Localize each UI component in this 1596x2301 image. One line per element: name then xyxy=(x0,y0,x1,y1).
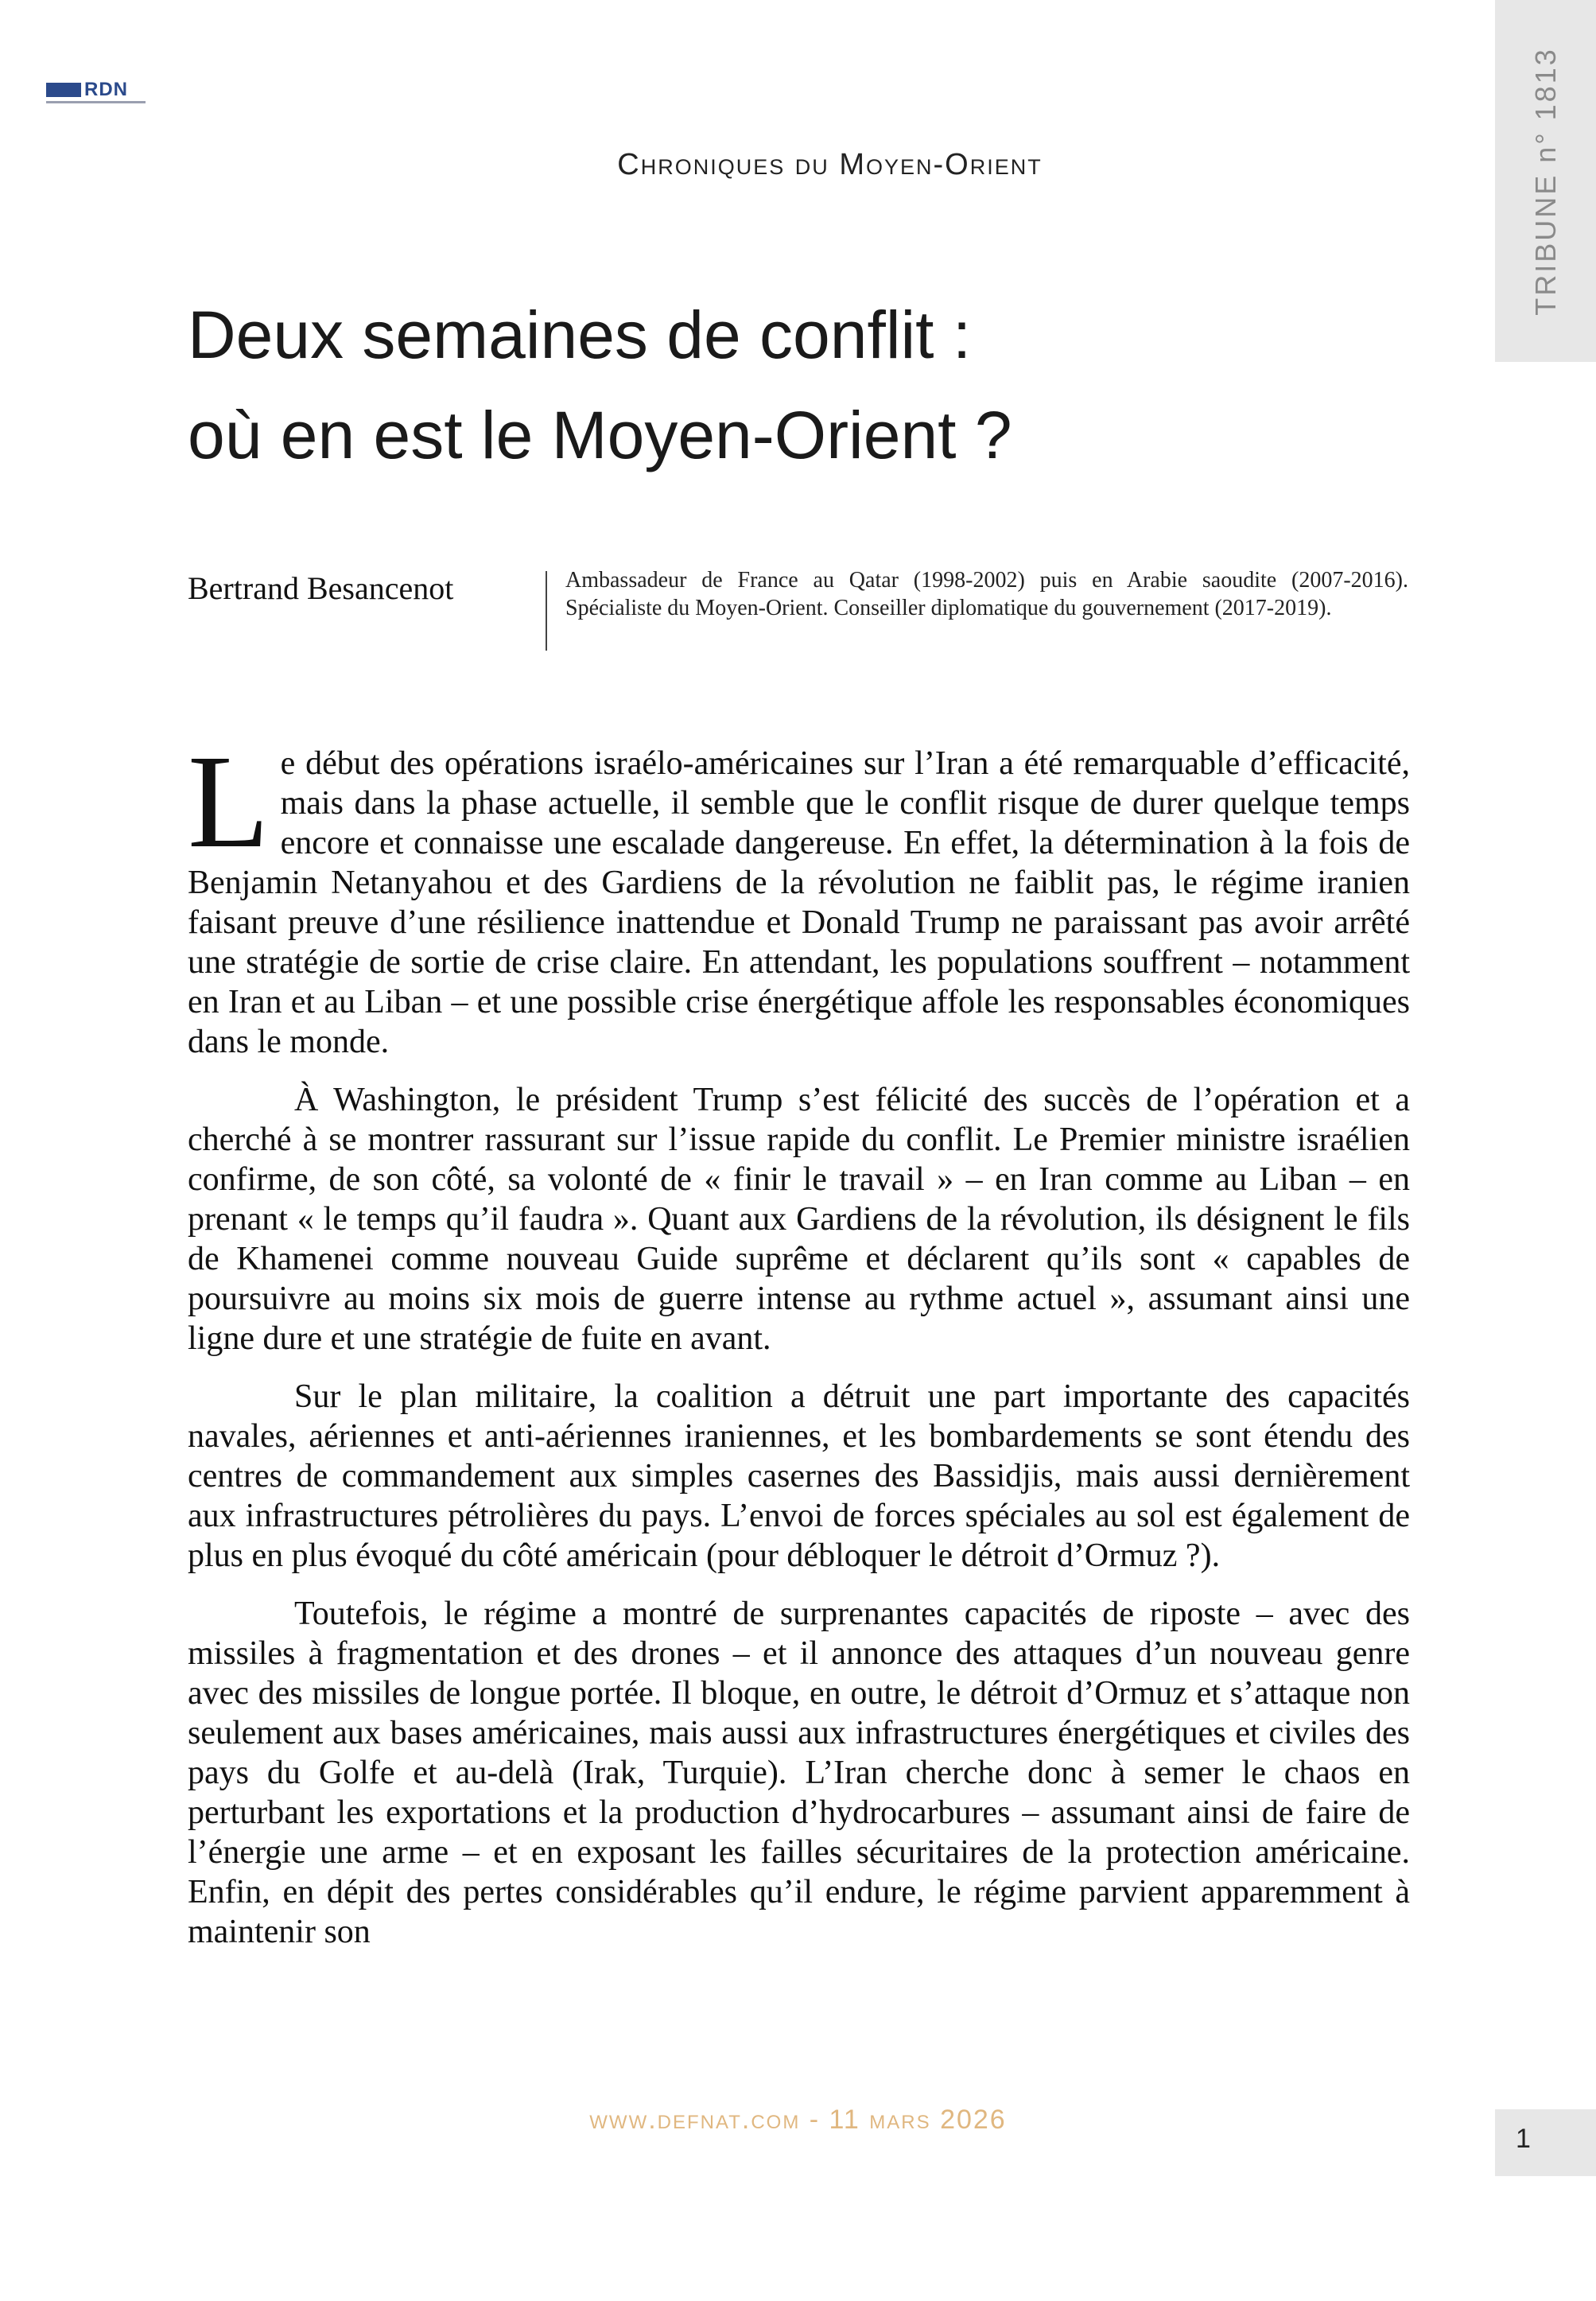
dropcap: L xyxy=(188,728,270,876)
paragraph-4: Toutefois, le régime a montré de surprenantes capacités de riposte – avec des missiles à fragmentation et des drones – et il annonce des attaques d’un nouveau genre avec des missiles de longue portée. Il bloque, en outre, le détroit d’Ormuz et s’attaque non seulement aux bases américaines, mais aussi aux infrastructures énergétiques et civiles des pays du Golfe et au-delà (Irak, Turquie). L’Iran cherche donc à semer le chaos en perturbant les exportations et la production d’hydrocarbures – assumant ainsi de faire de l’énergie une arme – et en exposant les failles sécuritaires de la protection américaine. Enfin, en dépit des pertes considérables qu’il endure, le régime parvient apparemment à maintenir son xyxy=(188,1596,1410,1950)
tribune-number: TRIBUNE n° 1813 xyxy=(1528,46,1562,316)
author-divider xyxy=(546,571,547,651)
article-title xyxy=(188,285,1380,485)
footer-url-date[interactable]: www.defnat.com - 11 mars 2026 xyxy=(589,2105,1007,2135)
article-body xyxy=(188,728,1410,1970)
rdn-logo xyxy=(46,80,146,104)
paragraph-1 xyxy=(188,728,1410,1062)
page-number-tab xyxy=(1495,2109,1596,2176)
rubrique-heading: Chroniques du Moyen-Orient xyxy=(617,148,1043,181)
rdn-logo-subtitle xyxy=(46,101,146,103)
rdn-logo-text: RDN xyxy=(84,79,128,100)
paragraph-2: À Washington, le président Trump s’est félicité des succès de l’opération et a cherché à se montrer rassurant sur l’issue rapide du conflit. Le Premier ministre israélien confirme, de son côté, sa volonté de « finir le travail » – en Iran comme au Liban – en prenant « le temps qu’il faudra ». Quant aux Gardiens de la révolution, ils désignent le fils de Khamenei comme nouveau Guide suprême et déclarent qu’ils sont « capables de poursuivre au moins six mois de guerre intense au rythme actuel », assumant ainsi une ligne dure et une stratégie de fuite en avant. xyxy=(188,1082,1410,1357)
paragraph-1-text: e début des opérations israélo-américaines sur l’Iran a été remarquable d’efficacité, mais dans la phase actuelle, il semble que le conflit risque de durer quelque temps encore et connaisse une escalade dangereuse. En effet, la détermination à la fois de Benjamin Netanyahou et des Gardiens de la révolution ne faiblit pas, le régime iranien faisant preuve d’une résilience inattendue et Donald Trump ne paraissant pas avoir arrêté une stratégie de sortie de crise claire. En attendant, les populations souffrent – notamment en Iran et au Liban – et une possible crise énergétique affole les responsables économiques dans le monde. xyxy=(188,745,1410,1060)
article-title-line-2: où en est le Moyen-Orient ? xyxy=(188,398,1012,472)
rdn-logo-mark xyxy=(46,83,81,97)
paragraph-3: Sur le plan militaire, la coalition a détruit une part importante des capacités navales, aériennes et anti-aériennes iraniennes, et les bombardements se sont étendu des centres de commandement aux simples casernes des Bassidjis, mais aussi dernièrement aux infrastructures pétrolières du pays. L’envoi de forces spéciales au sol est également de plus en plus évoqué du côté américain (pour débloquer le détroit d’Ormuz ?). xyxy=(188,1378,1410,1574)
author-name: Bertrand Besancenot xyxy=(188,570,454,606)
article-title-line-1: Deux semaines de conflit : xyxy=(188,297,972,372)
page-number: 1 xyxy=(1516,2124,1531,2154)
author-bio: Ambassadeur de France au Qatar (1998-2002) puis en Arabie saoudite (2007-2016). Spécialiste du Moyen-Orient. Conseiller diplomatique du gouvernement (2017-2019). xyxy=(565,568,1408,620)
